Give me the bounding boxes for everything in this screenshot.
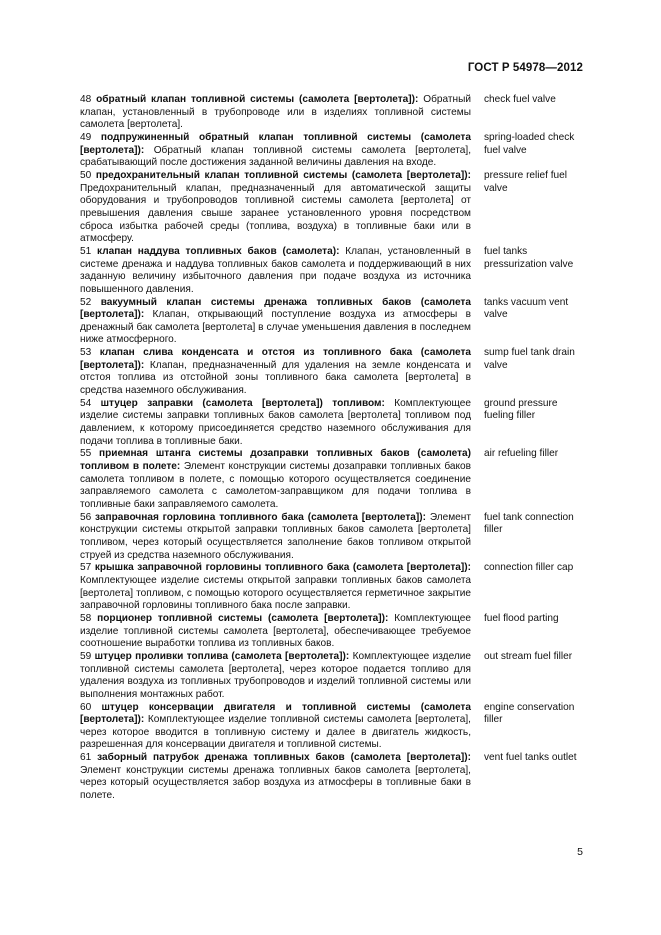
term-text: Комплектующее изделие топливной системы самолета [вертолета], через которое подается топливо для удаления воздуха из топливных трубопроводов и изделий топливной системы или выполнения монтажных работ. xyxy=(80,650,471,700)
term-title: клапан слива конденсата и отстоя из топливного бака (самолета [вертолета]): xyxy=(80,347,472,371)
term-entry-53 xyxy=(80,347,580,398)
term-entry-57 xyxy=(80,562,580,613)
term-definition-ru xyxy=(80,752,471,803)
term-english: fuel tanks pressurization valve xyxy=(484,245,574,270)
term-number: 52 xyxy=(80,296,92,308)
term-english: fuel flood parting xyxy=(484,612,559,624)
term-text: Комплектующее изделие топливной системы самолета [вертолета], через которое вводится в топливную систему и далее в двигатель жидкость, разрешенная для консервации двигателя и топливной системы. xyxy=(80,714,471,751)
term-title: штуцер заправки (самолета [вертолета]) топливом: xyxy=(100,397,385,409)
term-definition-ru xyxy=(80,94,471,132)
term-english: air refueling filler xyxy=(484,448,559,460)
term-text: Клапан, открывающий поступление воздуха из атмосферы в дренажный бак самолета [вертолета] в случае уменьшения давления в последнем ниже атмосферного. xyxy=(80,309,471,346)
term-text: Элемент конструкции системы дозаправки топливных баков самолета топливом в полете, с помощью которого осуществляется соединение заправляемого самолета с самолетом-заправщиком для подачи топлива в топливные баки заправляемого самолета. xyxy=(80,461,471,510)
term-title: вакуумный клапан системы дренажа топливных баков (самолета [вертолета]): xyxy=(80,296,471,321)
term-title: штуцер консервации двигателя и топливной системы (самолета [вертолета]): xyxy=(80,701,471,726)
term-text: Элемент конструкции системы дренажа топливных баков самолета [вертолета], через который осуществляется забор воздуха из атмосферы в топливные баки в полете. xyxy=(80,764,471,802)
term-entry-58 xyxy=(80,613,580,651)
term-definition-ru xyxy=(80,448,471,511)
term-number: 58 xyxy=(80,612,92,624)
term-definition-ru xyxy=(80,651,471,702)
term-title: предохранительный клапан топливной системы (самолета [вертолета]): xyxy=(95,169,471,181)
term-number: 53 xyxy=(80,347,92,359)
term-definition-ru xyxy=(80,398,471,449)
term-definition-ru xyxy=(80,702,471,753)
term-definition-ru xyxy=(80,562,471,613)
term-text: Обратный клапан, установленный в трубопроводе или в изделиях топливной системы самолета [вертолета]. xyxy=(80,94,471,131)
term-english: engine conservation filler xyxy=(484,701,575,726)
term-number: 54 xyxy=(80,397,92,409)
term-definition-ru xyxy=(80,132,471,170)
term-number: 48 xyxy=(80,94,92,105)
term-title: заборный патрубок дренажа топливных баков (самолета [вертолета]): xyxy=(97,752,471,764)
term-definition-ru xyxy=(80,613,471,651)
term-entry-59 xyxy=(80,651,580,702)
document-number: ГОСТ Р 54978—2012 xyxy=(467,62,583,74)
term-number: 60 xyxy=(80,701,92,713)
term-number: 59 xyxy=(80,650,92,662)
terms-list xyxy=(80,94,580,803)
term-title: приемная штанга системы дозаправки топливных баков (самолета) топливом в полете: xyxy=(80,448,471,473)
term-entry-61 xyxy=(80,752,580,803)
term-text: Предохранительный клапан, предназначенный для автоматической защиты оборудования и трубопроводов топливной системы самолета [вертолета] от превышения давления свыше заранее установленного уровня посредством сброса избытка рабочей среды (топлива, воздуха) в топливные баки или в атмосферу. xyxy=(80,182,471,245)
term-title: крышка заправочной горловины топливного бака (самолета [вертолета]): xyxy=(94,562,471,574)
term-text: Клапан, установленный в системе дренажа и наддува топливных баков самолета и поддерживающий в них заданную величину избыточного давления при подаче воздуха из источника повышенного давления. xyxy=(80,245,471,295)
page-number: 5 xyxy=(577,846,583,858)
term-text: Комплектующее изделие системы заправки топливных баков самолета [вертолета] топливом под давлением, к которому присоединяется средство наземного обслуживания для подачи топлива в топливные баки. xyxy=(80,397,471,447)
term-english: tanks vacuum vent valve xyxy=(484,296,569,321)
term-english: sump fuel tank drain valve xyxy=(484,347,575,371)
term-number: 49 xyxy=(80,131,92,143)
term-entry-54 xyxy=(80,398,580,449)
term-definition-ru xyxy=(80,512,471,563)
term-entry-50 xyxy=(80,170,580,246)
term-text: Комплектующее изделие топливной системы самолета [вертолета], обеспечивающее требуемое соотношение выработки топлива из топливных баков. xyxy=(80,612,472,650)
term-entry-52 xyxy=(80,297,580,348)
term-number: 55 xyxy=(80,448,92,460)
term-title: порционер топливной системы (самолета [вертолета]): xyxy=(97,612,389,624)
term-english: vent fuel tanks outlet xyxy=(484,752,577,764)
term-number: 50 xyxy=(80,169,92,181)
term-number: 56 xyxy=(80,511,92,523)
term-entry-51 xyxy=(80,246,580,297)
term-number: 51 xyxy=(80,245,92,257)
term-entry-56 xyxy=(80,512,580,563)
term-entry-60 xyxy=(80,702,580,753)
term-text: Элемент конструкции системы открытой заправки топливных баков самолета [вертолета] топливом, через который осуществляется заполнение баков топливом открытой струей из средства наземного обслуживания. xyxy=(80,511,471,561)
term-number: 61 xyxy=(80,752,92,764)
term-text: Комплектующее изделие системы открытой заправки топливных баков самолета [вертолета] топливом, с помощью которого осуществляется герметичное закрытие заправочной горловины топливного бака после заправки. xyxy=(80,574,471,612)
term-text: Обратный клапан топливной системы самолета [вертолета], срабатывающий после достижения заданной величины давления на входе. xyxy=(80,144,471,169)
term-english: check fuel valve xyxy=(484,94,556,105)
term-entry-48 xyxy=(80,94,580,132)
term-english: fuel tank connection filler xyxy=(484,511,574,536)
term-english: ground pressure fueling filler xyxy=(484,397,558,422)
term-english: pressure relief fuel valve xyxy=(484,169,568,194)
term-title: клапан наддува топливных баков (самолета): xyxy=(97,245,340,257)
term-text: Клапан, предназначенный для удаления на земле конденсата и отстоя топлива из отстойной зоны топливного бака самолета [вертолета] в средства наземного обслуживания. xyxy=(80,359,471,397)
term-number: 57 xyxy=(80,562,92,574)
term-definition-ru xyxy=(80,347,471,398)
term-definition-ru xyxy=(80,170,471,246)
term-english: connection filler cap xyxy=(484,562,574,574)
term-english: out stream fuel filler xyxy=(484,650,573,662)
term-title: штуцер проливки топлива (самолета [вертолета]): xyxy=(94,650,350,662)
term-english: spring-loaded check fuel valve xyxy=(484,131,575,156)
term-title: подпружиненный обратный клапан топливной системы (самолета [вертолета]): xyxy=(80,131,471,156)
term-title: заправочная горловина топливного бака (самолета [вертолета]): xyxy=(95,511,426,523)
term-definition-ru xyxy=(80,246,471,297)
term-entry-55 xyxy=(80,448,580,511)
term-definition-ru xyxy=(80,297,471,348)
term-title: обратный клапан топливной системы (самолета [вертолета]): xyxy=(96,94,419,105)
term-entry-49 xyxy=(80,132,580,170)
